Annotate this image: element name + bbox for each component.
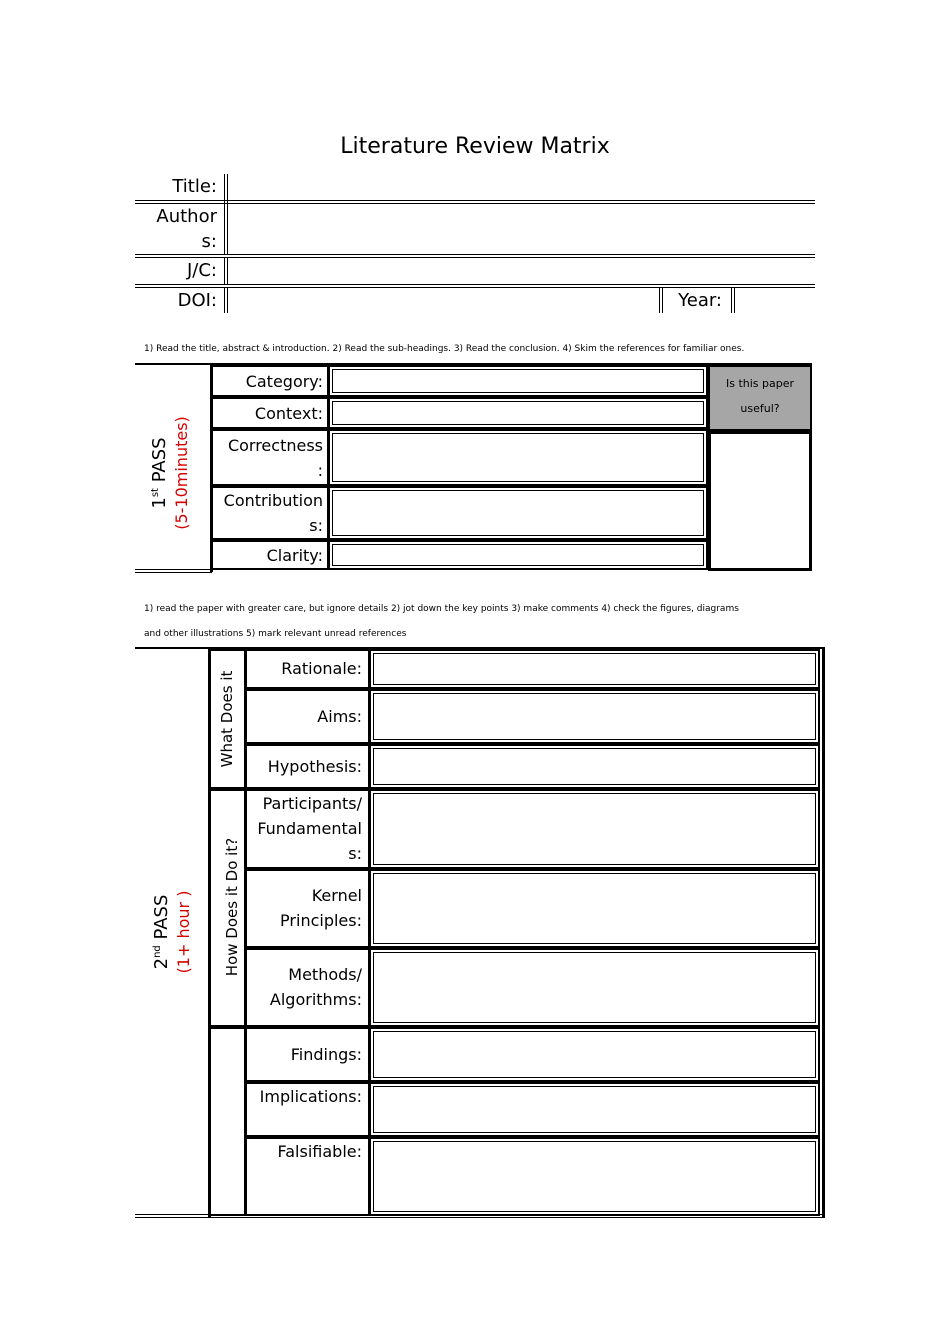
- authors-field[interactable]: [230, 204, 815, 254]
- aims-field[interactable]: [369, 689, 820, 744]
- category-label: Category:: [245, 372, 323, 391]
- implications-field[interactable]: [369, 1082, 820, 1137]
- context-field[interactable]: [328, 397, 708, 429]
- contributions-field[interactable]: [328, 486, 708, 540]
- jc-field[interactable]: [230, 258, 815, 284]
- rationale-field[interactable]: [369, 649, 820, 689]
- kernel-principles-field[interactable]: [369, 869, 820, 948]
- rationale-label: Rationale:: [281, 659, 362, 678]
- correctness-field[interactable]: [328, 429, 708, 486]
- correctness-label: Correctness :: [227, 436, 323, 480]
- jc-label: J/C:: [186, 260, 217, 281]
- clarity-field[interactable]: [328, 540, 708, 570]
- hypothesis-label: Hypothesis:: [267, 757, 362, 776]
- methods-label: Methods/ Algorithms:: [269, 965, 362, 1009]
- title-field[interactable]: [230, 174, 815, 200]
- participants-field[interactable]: [369, 789, 820, 869]
- second-pass-instructions-line1: 1) read the paper with greater care, but ignore details 2) jot down the key points 3) make comments 4) check the figures, diagrams: [144, 604, 739, 614]
- useful-header: Is this paper useful?: [708, 365, 812, 431]
- year-field[interactable]: [737, 288, 815, 313]
- group-what-label: What Does it: [218, 670, 236, 768]
- page-title: Literature Review Matrix: [340, 134, 610, 159]
- year-label: Year:: [678, 290, 722, 311]
- authors-label: Author s:: [156, 206, 217, 252]
- category-field[interactable]: [328, 365, 708, 397]
- implications-label: Implications:: [259, 1087, 362, 1106]
- contributions-label: Contribution s:: [223, 491, 323, 535]
- doi-field[interactable]: [230, 288, 658, 313]
- first-pass-instructions: 1) Read the title, abstract & introduction. 2) Read the sub-headings. 3) Read the conclusion. 4) Skim the references for familiar ones.: [144, 344, 745, 354]
- findings-field[interactable]: [369, 1027, 820, 1082]
- methods-field[interactable]: [369, 948, 820, 1027]
- context-label: Context:: [254, 404, 323, 423]
- findings-label: Findings:: [290, 1045, 362, 1064]
- falsifiable-field[interactable]: [369, 1137, 820, 1216]
- first-pass-label: 1st PASS (5-10minutes): [149, 416, 191, 530]
- kernel-principles-label: Kernel Principles:: [280, 886, 362, 930]
- second-pass-label: 2nd PASS (1+ hour ): [151, 890, 193, 974]
- second-pass-instructions-line2: and other illustrations 5) mark relevant unread references: [144, 629, 407, 639]
- title-label: Title:: [172, 176, 217, 197]
- aims-label: Aims:: [317, 707, 362, 726]
- group-how-label: How Does it Do it?: [223, 837, 241, 977]
- hypothesis-field[interactable]: [369, 744, 820, 789]
- participants-label: Participants/ Fundamental s:: [257, 794, 362, 863]
- clarity-label: Clarity:: [266, 546, 323, 565]
- useful-answer-field[interactable]: [708, 431, 812, 571]
- doi-label: DOI:: [177, 290, 217, 311]
- falsifiable-label: Falsifiable:: [277, 1142, 362, 1161]
